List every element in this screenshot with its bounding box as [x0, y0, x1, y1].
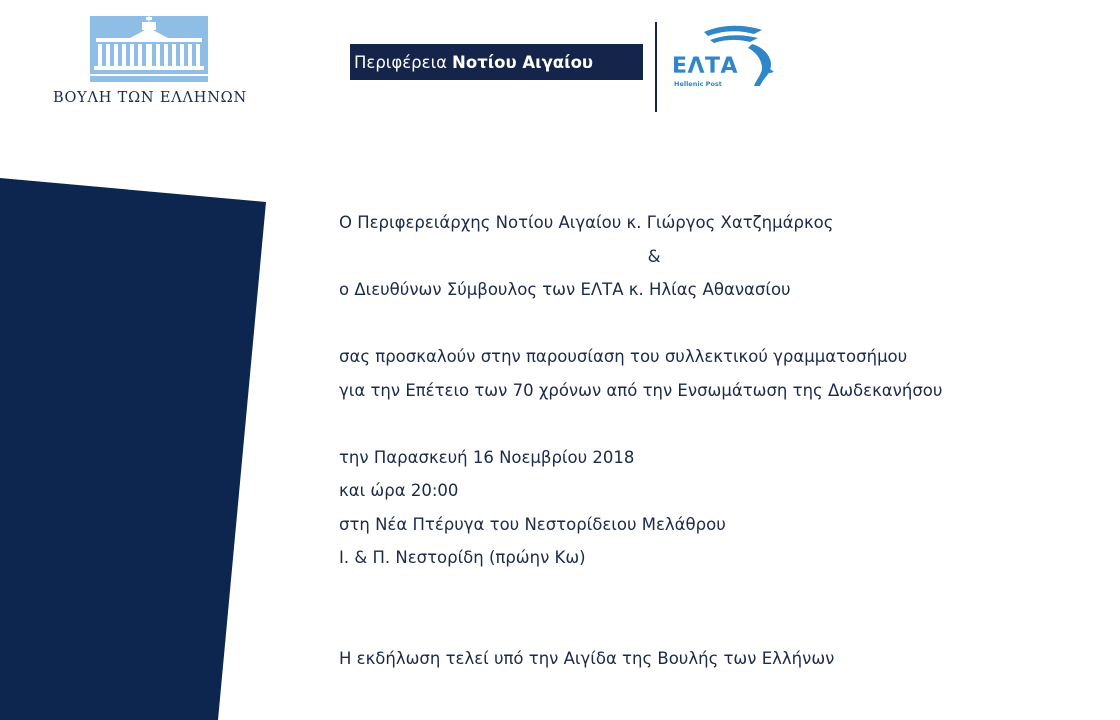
event-time: και ώρα 20:00 [339, 481, 459, 500]
host-regional-governor: Ο Περιφερειάρχης Νοτίου Αιγαίου κ. Γιώργος Χατζημάρκος [339, 213, 834, 232]
region-name: Νοτίου Αιγαίου [452, 52, 594, 72]
event-date: την Παρασκευή 16 Νοεμβρίου 2018 [339, 447, 635, 467]
elta-subtitle: Hellenic Post [674, 80, 722, 88]
host-elta-ceo: ο Διευθύνων Σύμβουλος των ΕΛΤΑ κ. Ηλίας Αθανασίου [339, 280, 791, 299]
elta-logo [660, 22, 780, 96]
parliament-building-icon [90, 16, 208, 82]
elta-wordmark: ΕΛΤΑ [672, 54, 739, 79]
region-prefix: Περιφέρεια [354, 52, 448, 72]
event-venue: στη Νέα Πτέρυγα του Νεστορίδειου Μελάθρου [339, 514, 726, 534]
invitation-purpose: σας προσκαλούν στην παρουσίαση του συλλεκτικού γραμματοσήμου [339, 347, 908, 366]
spacer [339, 407, 1099, 441]
spacer [339, 307, 1099, 341]
event-auspices: Η εκδήλωση τελεί υπό την Αιγίδα της Βουλής των Ελλήνων [339, 648, 835, 668]
invitation-text [339, 206, 1099, 675]
ampersand: & [647, 246, 661, 266]
invitation-occasion: για την Επέτειο των 70 χρόνων από την Ενσωμάτωση της Δωδεκανήσου [339, 380, 943, 400]
spacer [339, 575, 1099, 642]
logo-divider [655, 22, 657, 112]
event-venue-address: Ι. & Π. Νεστορίδη (πρώην Κω) [339, 548, 586, 567]
region-logo [350, 44, 643, 80]
parliament-logo [50, 16, 250, 112]
parliament-name: ΒΟΥΛΗ ΤΩΝ ΕΛΛΗΝΩΝ [52, 90, 247, 106]
